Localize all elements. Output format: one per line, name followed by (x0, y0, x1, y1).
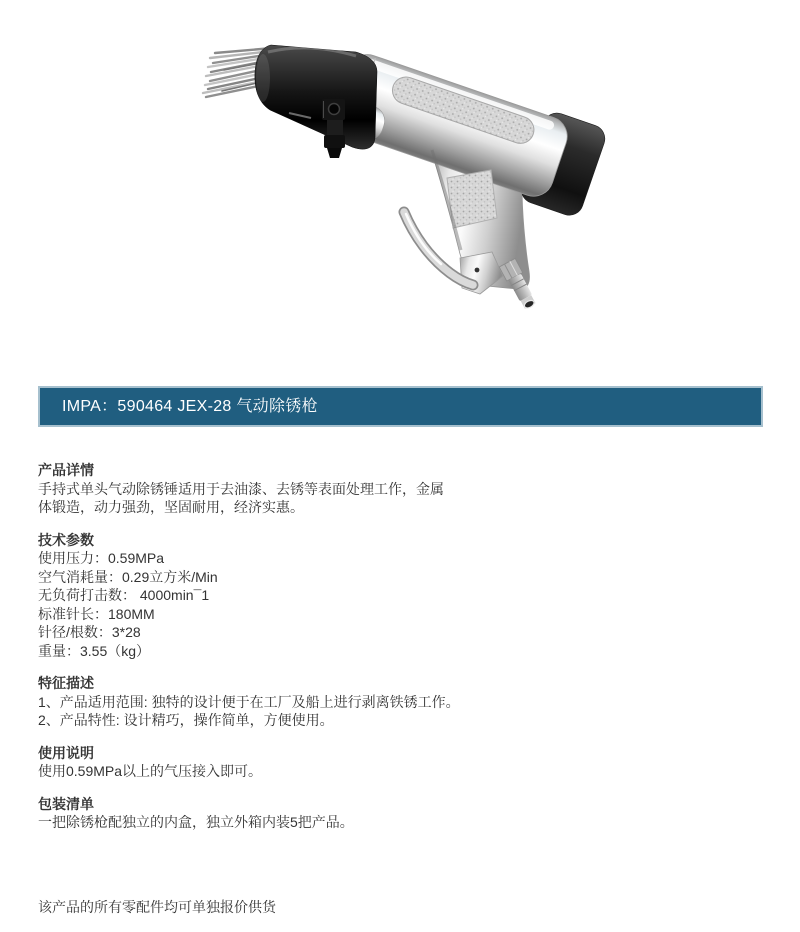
product-section (38, 744, 758, 781)
section-line: 空气消耗量：0.29立方米/Min (38, 568, 218, 585)
section-line: 针径/根数：3*28 (38, 624, 141, 640)
product-title-bar (38, 386, 763, 427)
section-heading: 包装清单 (38, 795, 94, 812)
section-line: 体锻造，动力强劲，坚固耐用，经济实惠。 (38, 499, 304, 515)
section-line: 使用压力：0.59MPa (38, 550, 165, 566)
product-section (38, 461, 758, 517)
section-heading: 使用说明 (38, 744, 94, 761)
section-line: 使用0.59MPa以上的气压接入即可。 (38, 763, 263, 779)
grip-inlay (447, 170, 497, 228)
section-heading: 产品详情 (38, 462, 94, 478)
section-line: 1、产品适用范围: 独特的设计便于在工厂及船上进行剥离铁锈工作。 (38, 693, 460, 710)
product-section (38, 531, 758, 661)
section-line: 2、产品特性: 设计精巧，操作简单，方便使用。 (38, 712, 334, 728)
product-title: IMPA：590464 JEX-28 气动除锈枪 (62, 398, 318, 415)
section-line: 重量：3.55（kg） (38, 642, 151, 659)
product-section (38, 674, 758, 730)
product-section (38, 795, 758, 832)
section-line: 一把除锈枪配独立的内盒，独立外箱内装5把产品。 (38, 814, 354, 830)
section-heading: 技术参数 (38, 531, 94, 548)
section-heading: 特征描述 (38, 675, 94, 691)
section-line: 标准针长：180MM (38, 605, 155, 622)
section-line: 手持式单头气动除锈锤适用于去油漆、去锈等表面处理工作，金属 (38, 480, 444, 497)
section-line: 无负荷打击数： 4000min¯1 (38, 587, 210, 603)
product-sections (38, 461, 758, 846)
product-image-needle-scaler (0, 0, 800, 372)
footer-note: 该产品的所有零配件均可单独报价供货 (38, 899, 276, 915)
nose-cone (255, 45, 377, 149)
